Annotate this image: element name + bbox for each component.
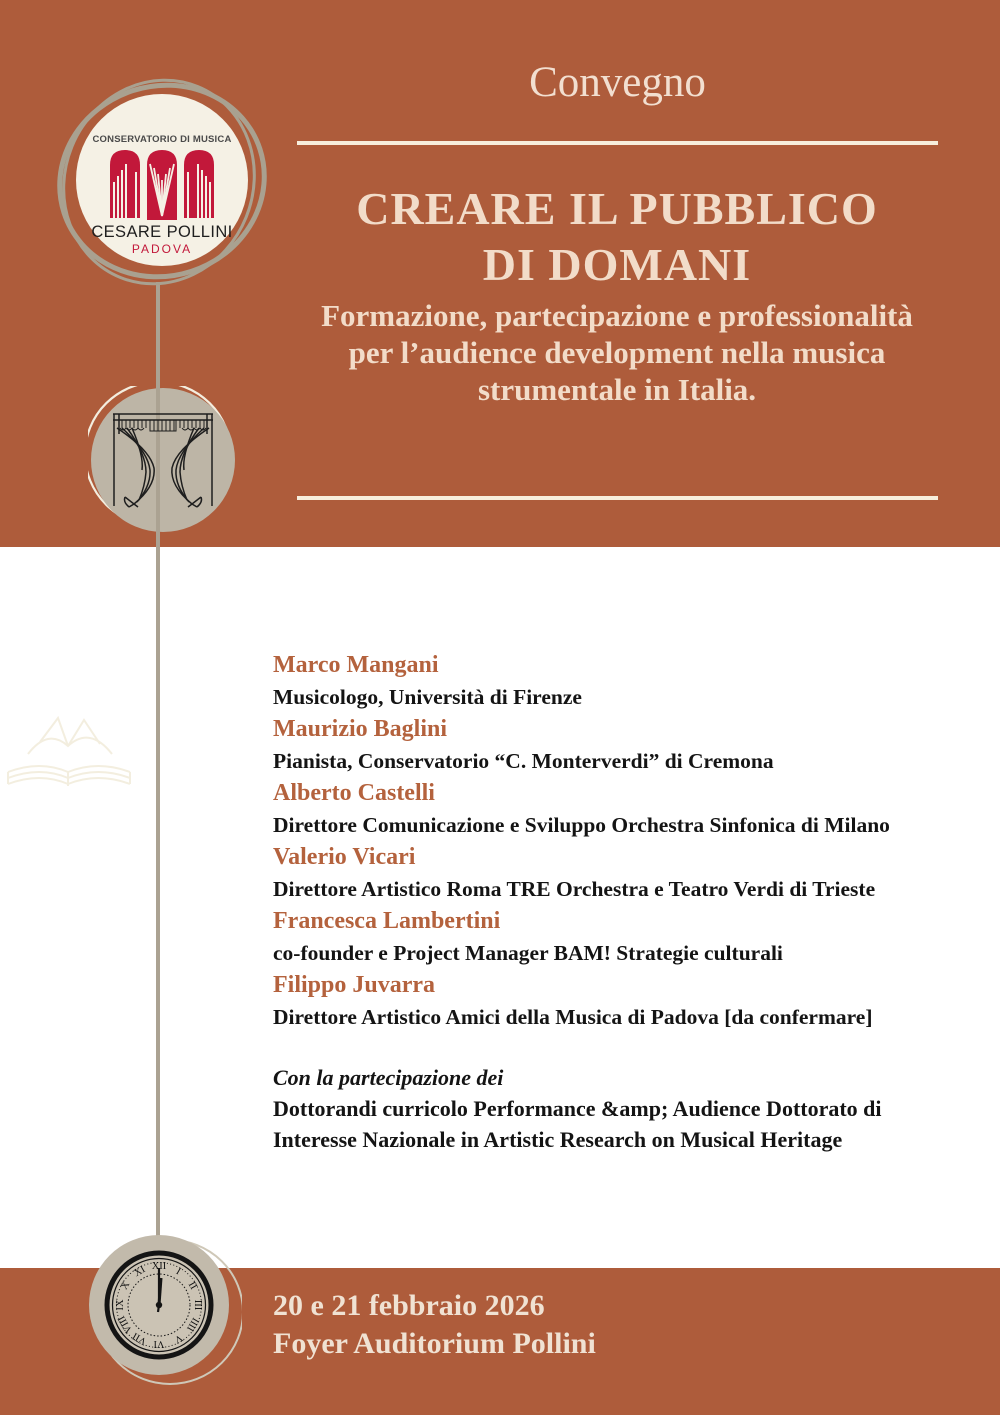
poster-subtitle-line1: Formazione, partecipazione e professionalità — [321, 298, 913, 333]
speaker-role: Direttore Artistico Amici della Musica di Padova [da confermare] — [273, 1005, 873, 1029]
svg-text:VIII: VIII — [116, 1313, 135, 1335]
theater-curtain-icon — [110, 410, 216, 510]
logo-name-label: CESARE POLLINI — [91, 223, 233, 241]
event-venue: Foyer Auditorium Pollini — [273, 1327, 596, 1360]
poster-title — [250, 181, 984, 293]
logo-institution-label: CONSERVATORIO DI MUSICA — [92, 134, 232, 145]
speaker-name: Filippo Juvarra — [273, 972, 436, 998]
logo-city-label: PADOVA — [131, 242, 193, 256]
svg-text:V: V — [172, 1331, 185, 1346]
svg-text:VII: VII — [130, 1329, 149, 1347]
speaker-role: co-founder e Project Manager BAM! Strategie culturali — [273, 941, 783, 965]
speaker-name: Marco Mangani — [273, 652, 439, 678]
organ-pipes-icon — [110, 150, 214, 222]
bottom-divider-rule — [297, 496, 938, 500]
speaker-row — [273, 905, 973, 969]
poster-subtitle-line3: strumentale in Italia. — [477, 372, 757, 407]
svg-text:IIII: IIII — [184, 1315, 201, 1334]
event-dates: 20 e 21 febbraio 2026 — [273, 1289, 545, 1322]
poster-subtitle — [250, 297, 984, 408]
speaker-role: Direttore Comunicazione e Sviluppo Orchestra Sinfonica di Milano — [273, 813, 890, 837]
svg-text:XI: XI — [132, 1264, 148, 1280]
speakers-list — [273, 649, 973, 1033]
conservatory-logo — [50, 70, 274, 294]
poster-subtitle-line2: per l’audience development nella musica — [348, 335, 886, 370]
svg-text:VI: VI — [153, 1338, 165, 1349]
svg-text:II: II — [185, 1279, 199, 1292]
open-book-icon — [0, 708, 140, 800]
speaker-row — [273, 969, 973, 1033]
speaker-row — [273, 777, 973, 841]
participation-lead-in: Con la partecipazione dei — [273, 1065, 504, 1090]
participation-line1: Dottorandi curricolo Performance &amp; Audience Dottorato di — [273, 1096, 882, 1121]
svg-text:XII: XII — [151, 1261, 167, 1272]
participation-line2: Interesse Nazionale in Artistic Research on Musical Heritage — [273, 1127, 843, 1152]
participation-note — [273, 1062, 973, 1155]
poster-title-line2: DI DOMANI — [482, 239, 752, 290]
speaker-row — [273, 713, 973, 777]
svg-text:I: I — [173, 1266, 183, 1278]
roman-numeral-clock-icon — [86, 1232, 242, 1388]
speaker-row — [273, 841, 973, 905]
speaker-role: Musicologo, Università di Firenze — [273, 685, 582, 709]
speaker-name: Valerio Vicari — [273, 844, 416, 870]
speaker-role: Pianista, Conservatorio “C. Monterverdi” di Cremona — [273, 749, 774, 773]
top-divider-rule — [297, 141, 938, 145]
speaker-name: Maurizio Baglini — [273, 716, 447, 742]
poster-title-line1: CREARE IL PUBBLICO — [356, 183, 878, 234]
poster-kicker: Convegno — [529, 59, 706, 106]
speaker-role: Direttore Artistico Roma TRE Orchestra e Teatro Verdi di Trieste — [273, 877, 876, 901]
svg-text:X: X — [118, 1279, 133, 1292]
svg-text:IX: IX — [115, 1299, 126, 1311]
speaker-name: Francesca Lambertini — [273, 908, 501, 934]
svg-text:III: III — [192, 1299, 203, 1311]
logo-inner — [74, 92, 250, 268]
speaker-row — [273, 649, 973, 713]
speaker-name: Alberto Castelli — [273, 780, 435, 806]
